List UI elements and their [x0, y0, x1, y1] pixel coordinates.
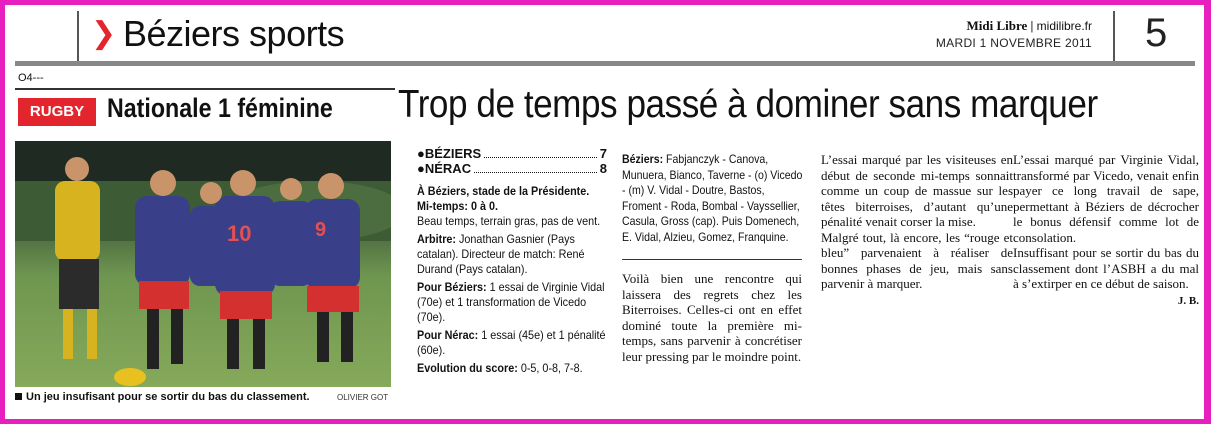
article-paragraph: Insuffisant pour se sortir du bas du classement dont l’ASBH a du mal à s’extirper en ce début de saison. — [1013, 245, 1199, 291]
article-paragraph: L’essai marqué par Virginie Vidal, transformé par Vicedo, venait enfin payer ce long travail de sape, permettant à Béziers de décrocher le bonus défensif comme lot de consolation. — [1013, 152, 1199, 245]
article-column-3 — [1013, 152, 1199, 309]
match-facts — [417, 146, 607, 379]
kicker-rule — [15, 88, 395, 90]
team-score: 8 — [599, 161, 607, 176]
venue-text: Beau temps, terrain gras, pas de vent. — [417, 214, 601, 228]
beziers-label: Pour Béziers: — [417, 280, 487, 294]
header-rule — [15, 61, 1195, 66]
issue-date: MARDI 1 NOVEMBRE 2011 — [935, 36, 1092, 50]
lineup-paragraph — [622, 152, 807, 245]
dot-leader — [484, 157, 597, 158]
caption-text: Un jeu insufisant pour se sortir du bas du classement. — [26, 391, 310, 403]
article-column-1 — [622, 271, 802, 364]
header-divider — [77, 11, 79, 61]
beziers-points — [417, 280, 606, 325]
article-paragraph: Voilà bien une rencontre qui laissera des regrets chez les Biterroises. Celles-ci ont en effet dominé toute la première mi-temps, sans parvenir à concrétiser leur pressing par le moindre point. — [622, 271, 802, 364]
team-score: 7 — [599, 146, 607, 161]
team-name: ●NÉRAC — [417, 161, 472, 176]
bullet-square-icon — [15, 393, 22, 400]
category-tag: RUGBY — [18, 98, 96, 126]
score-evolution — [417, 361, 606, 376]
newspaper-page — [5, 5, 1204, 419]
dot-leader — [474, 172, 597, 173]
referee-text: Jonathan Gasnier (Pays catalan). Directeur de match: René Durand (Pays catalan). — [417, 232, 585, 276]
author-signature: J. B. — [1177, 294, 1199, 307]
match-photo — [15, 141, 391, 387]
venue-bold: À Béziers, stade de la Présidente. Mi-temps: 0 à 0. — [417, 184, 590, 213]
header-divider — [1113, 11, 1115, 61]
team-lineup — [622, 152, 810, 245]
lineup-text: Fabjanczyk - Canova, Munuera, Bianco, Taverne - (o) Vicedo - (m) V. Vidal - Doutre, Bastos, Froment - Roda, Bombal - Vayssellier, Casula, Gross (cap). Puis Domenech, E. Vidal, Alzieu, Gomez, Franquine. — [622, 152, 803, 244]
referee-label: Arbitre: — [417, 232, 457, 246]
players-illustration — [15, 141, 391, 387]
photo-credit: OLIVIER GOT — [337, 393, 389, 402]
score-row-1 — [417, 146, 607, 161]
nerac-label: Pour Nérac: — [417, 328, 479, 342]
headline: Trop de temps passé à dominer sans marquer — [398, 83, 1098, 126]
section-title: Béziers sports — [123, 13, 345, 54]
nerac-points — [417, 328, 606, 358]
brand-site: midilibre.fr — [1036, 19, 1092, 33]
brand-line: Midi Libre | midilibre.fr — [966, 18, 1092, 33]
article-column-2 — [821, 152, 1013, 292]
brand-name: Midi Libre — [966, 18, 1028, 33]
edition-code: O4--- — [18, 72, 44, 84]
article-paragraph: L’essai marqué par les visiteuses en début de seconde mi-temps sonnait comme un coup de massue sur les têtes biterroises, d’autant qu’une pénalité venait corser la mise. — [821, 152, 1013, 229]
venue-info — [417, 184, 606, 229]
referee-info — [417, 232, 606, 277]
team-name: ●BÉZIERS — [417, 146, 482, 161]
kicker-title: Nationale 1 féminine — [107, 93, 333, 123]
chevron-right-icon: ❯ — [91, 16, 117, 51]
evolution-label: Evolution du score: — [417, 361, 518, 375]
score-row-2 — [417, 161, 607, 176]
evolution-text: 0-5, 0-8, 7-8. — [520, 361, 583, 375]
lineup-label: Béziers: — [622, 152, 664, 166]
page-number: 5 — [1145, 11, 1168, 55]
nerac-text: 1 essai (45e) et 1 pénalité (60e). — [417, 328, 606, 357]
photo-caption — [15, 391, 310, 403]
page-header — [5, 5, 1204, 63]
lineup-rule — [622, 259, 802, 260]
beziers-text: 1 essai de Virginie Vidal (70e) et 1 transformation de Vicedo (70e). — [417, 280, 605, 324]
article-paragraph: Malgré tout, là encore, les “rouge et bleu” parvenaient à réaliser de bonnes phases de jeu, mais sans parvenir à marquer. — [821, 229, 1013, 291]
svg-text:10: 10 — [227, 221, 252, 246]
svg-text:9: 9 — [315, 219, 327, 241]
